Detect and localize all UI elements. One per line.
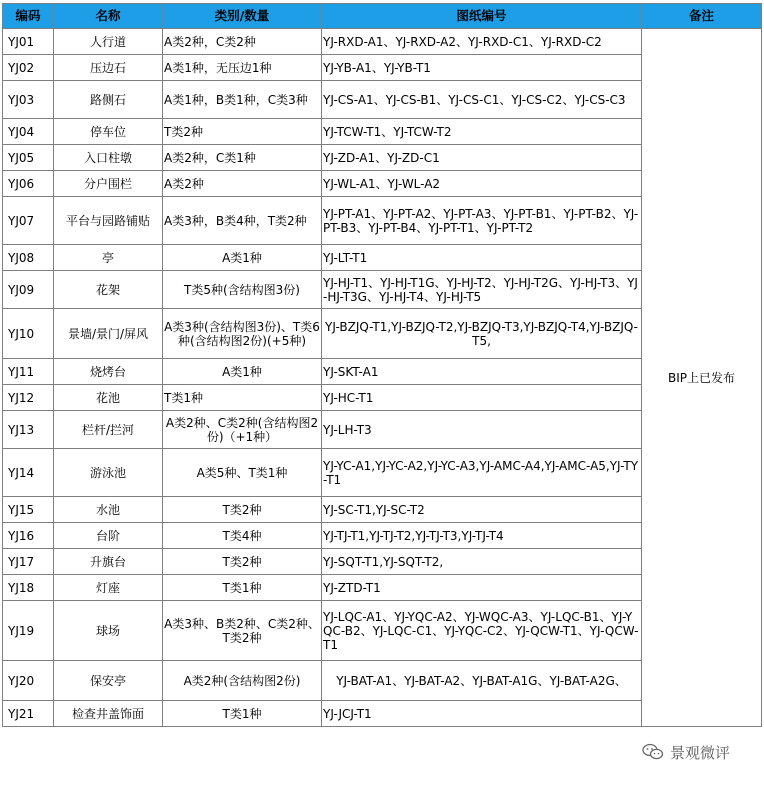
code-cell: YJ03 (3, 81, 54, 119)
name-cell: 灯座 (54, 575, 163, 601)
drawing-number-cell: YJ-BZJQ-T1,YJ-BZJQ-T2,YJ-BZJQ-T3,YJ-BZJQ-T4,YJ-BZJQ-T5, (322, 309, 642, 359)
category-cell: A类2种、C类2种(含结构图2份)（+1种） (163, 411, 322, 449)
category-cell: A类3种，B类4种，T类2种 (163, 197, 322, 245)
drawing-number-cell: YJ-SKT-A1 (322, 359, 642, 385)
drawing-number-cell: YJ-WL-A1、YJ-WL-A2 (322, 171, 642, 197)
drawing-index-table (2, 3, 762, 727)
name-cell: 游泳池 (54, 449, 163, 497)
code-cell: YJ12 (3, 385, 54, 411)
category-cell: T类1种 (163, 701, 322, 727)
category-cell: T类2种 (163, 119, 322, 145)
name-cell: 花架 (54, 271, 163, 309)
code-cell: YJ01 (3, 29, 54, 55)
category-cell: T类5种(含结构图3份) (163, 271, 322, 309)
name-cell: 入口柱墩 (54, 145, 163, 171)
category-cell: A类3种、B类2种、C类2种、T类2种 (163, 601, 322, 661)
category-cell: A类1种 (163, 359, 322, 385)
drawing-number-cell: YJ-JCJ-T1 (322, 701, 642, 727)
name-cell: 球场 (54, 601, 163, 661)
name-cell: 保安亭 (54, 661, 163, 701)
table-row (3, 29, 762, 55)
drawing-number-cell: YJ-BAT-A1、YJ-BAT-A2、YJ-BAT-A1G、YJ-BAT-A2G、 (322, 661, 642, 701)
header-code: 编码 (3, 4, 54, 29)
header-category: 类别/数量 (163, 4, 322, 29)
code-cell: YJ15 (3, 497, 54, 523)
table-header-row (3, 4, 762, 29)
category-cell: A类1种 (163, 245, 322, 271)
code-cell: YJ21 (3, 701, 54, 727)
code-cell: YJ09 (3, 271, 54, 309)
code-cell: YJ07 (3, 197, 54, 245)
name-cell: 路侧石 (54, 81, 163, 119)
name-cell: 烧烤台 (54, 359, 163, 385)
code-cell: YJ13 (3, 411, 54, 449)
drawing-number-cell: YJ-HJ-T1、YJ-HJ-T1G、YJ-HJ-T2、YJ-HJ-T2G、YJ-HJ-T3、YJ-HJ-T3G、YJ-HJ-T4、YJ-HJ-T5 (322, 271, 642, 309)
note-cell: BIP上已发布 (642, 29, 762, 727)
category-cell: A类2种，C类1种 (163, 145, 322, 171)
category-cell: A类2种(含结构图2份) (163, 661, 322, 701)
name-cell: 人行道 (54, 29, 163, 55)
drawing-number-cell: YJ-RXD-A1、YJ-RXD-A2、YJ-RXD-C1、YJ-RXD-C2 (322, 29, 642, 55)
drawing-number-cell: YJ-ZD-A1、YJ-ZD-C1 (322, 145, 642, 171)
watermark-text: 景观微评 (670, 743, 731, 762)
code-cell: YJ04 (3, 119, 54, 145)
drawing-number-cell: YJ-CS-A1、YJ-CS-B1、YJ-CS-C1、YJ-CS-C2、YJ-CS-C3 (322, 81, 642, 119)
code-cell: YJ19 (3, 601, 54, 661)
header-name: 名称 (54, 4, 163, 29)
name-cell: 花池 (54, 385, 163, 411)
drawing-number-cell: YJ-YB-A1、YJ-YB-T1 (322, 55, 642, 81)
category-cell: A类2种，C类2种 (163, 29, 322, 55)
header-note: 备注 (642, 4, 762, 29)
name-cell: 水池 (54, 497, 163, 523)
category-cell: A类1种，无压边1种 (163, 55, 322, 81)
header-drawing-number: 图纸编号 (322, 4, 642, 29)
code-cell: YJ16 (3, 523, 54, 549)
category-cell: T类4种 (163, 523, 322, 549)
drawing-number-cell: YJ-TJ-T1,YJ-TJ-T2,YJ-TJ-T3,YJ-TJ-T4 (322, 523, 642, 549)
table-body (3, 29, 762, 727)
category-cell: A类5种、T类1种 (163, 449, 322, 497)
category-cell: A类3种(含结构图3份)、T类6种(含结构图2份)(+5种) (163, 309, 322, 359)
code-cell: YJ08 (3, 245, 54, 271)
code-cell: YJ06 (3, 171, 54, 197)
category-cell: T类1种 (163, 575, 322, 601)
name-cell: 检查井盖饰面 (54, 701, 163, 727)
name-cell: 栏杆/拦河 (54, 411, 163, 449)
code-cell: YJ18 (3, 575, 54, 601)
drawing-number-cell: YJ-PT-A1、YJ-PT-A2、YJ-PT-A3、YJ-PT-B1、YJ-PT-B2、YJ-PT-B3、YJ-PT-B4、YJ-PT-T1、YJ-PT-T2 (322, 197, 642, 245)
drawing-number-cell: YJ-LH-T3 (322, 411, 642, 449)
code-cell: YJ02 (3, 55, 54, 81)
drawing-number-cell: YJ-LQC-A1、YJ-YQC-A2、YJ-WQC-A3、YJ-LQC-B1、YJ-YQC-B2、YJ-LQC-C1、YJ-YQC-C2、YJ-QCW-T1、YJ-QCW-T1 (322, 601, 642, 661)
category-cell: A类1种，B类1种，C类3种 (163, 81, 322, 119)
code-cell: YJ17 (3, 549, 54, 575)
drawing-number-cell: YJ-ZTD-T1 (322, 575, 642, 601)
name-cell: 平台与园路铺贴 (54, 197, 163, 245)
name-cell: 升旗台 (54, 549, 163, 575)
name-cell: 压边石 (54, 55, 163, 81)
wechat-icon (642, 743, 664, 761)
watermark (642, 738, 762, 766)
code-cell: YJ14 (3, 449, 54, 497)
drawing-number-cell: YJ-SC-T1,YJ-SC-T2 (322, 497, 642, 523)
drawing-number-cell: YJ-LT-T1 (322, 245, 642, 271)
code-cell: YJ10 (3, 309, 54, 359)
drawing-number-cell: YJ-SQT-T1,YJ-SQT-T2, (322, 549, 642, 575)
name-cell: 分户围栏 (54, 171, 163, 197)
category-cell: T类2种 (163, 549, 322, 575)
code-cell: YJ05 (3, 145, 54, 171)
category-cell: T类1种 (163, 385, 322, 411)
category-cell: A类2种 (163, 171, 322, 197)
drawing-number-cell: YJ-TCW-T1、YJ-TCW-T2 (322, 119, 642, 145)
drawing-number-cell: YJ-HC-T1 (322, 385, 642, 411)
drawing-number-cell: YJ-YC-A1,YJ-YC-A2,YJ-YC-A3,YJ-AMC-A4,YJ-AMC-A5,YJ-TY-T1 (322, 449, 642, 497)
code-cell: YJ11 (3, 359, 54, 385)
name-cell: 停车位 (54, 119, 163, 145)
code-cell: YJ20 (3, 661, 54, 701)
name-cell: 景墙/景门/屏风 (54, 309, 163, 359)
name-cell: 亭 (54, 245, 163, 271)
name-cell: 台阶 (54, 523, 163, 549)
category-cell: T类2种 (163, 497, 322, 523)
